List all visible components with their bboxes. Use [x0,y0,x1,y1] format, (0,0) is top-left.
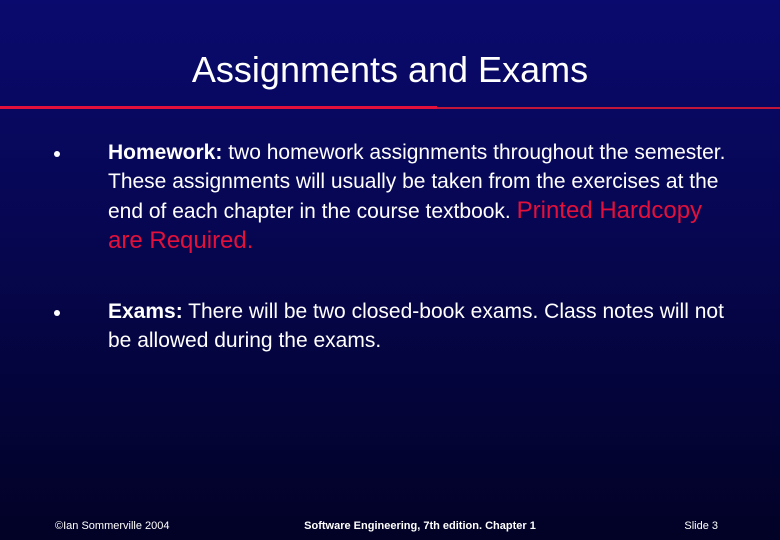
footer-slide-number: Slide 3 [684,520,718,532]
title-divider-right [437,107,780,109]
slide-title: Assignments and Exams [191,49,589,90]
bullet-text [108,297,733,355]
bullet-dot-icon [54,310,60,316]
title-divider [0,106,437,109]
bullet-lead: Homework: [108,141,223,164]
bullet-highlight: Printed Hardcopy are Required. [108,197,703,254]
bullet-dot-icon [54,151,60,157]
bullet-lead: Exams: [108,300,183,323]
footer-copyright: ©Ian Sommerville 2004 [55,520,170,532]
footer-course: Software Engineering, 7th edition. Chapter 1 [304,520,536,532]
bullet-body: two homework assignments throughout the semester. These assignments will usually be taken from the exercises at the end of each chapter in the course textbook. [108,141,726,223]
bullet-text [108,138,733,256]
bullet-body: There will be two closed-book exams. Class notes will not be allowed during the exams. [108,300,724,352]
